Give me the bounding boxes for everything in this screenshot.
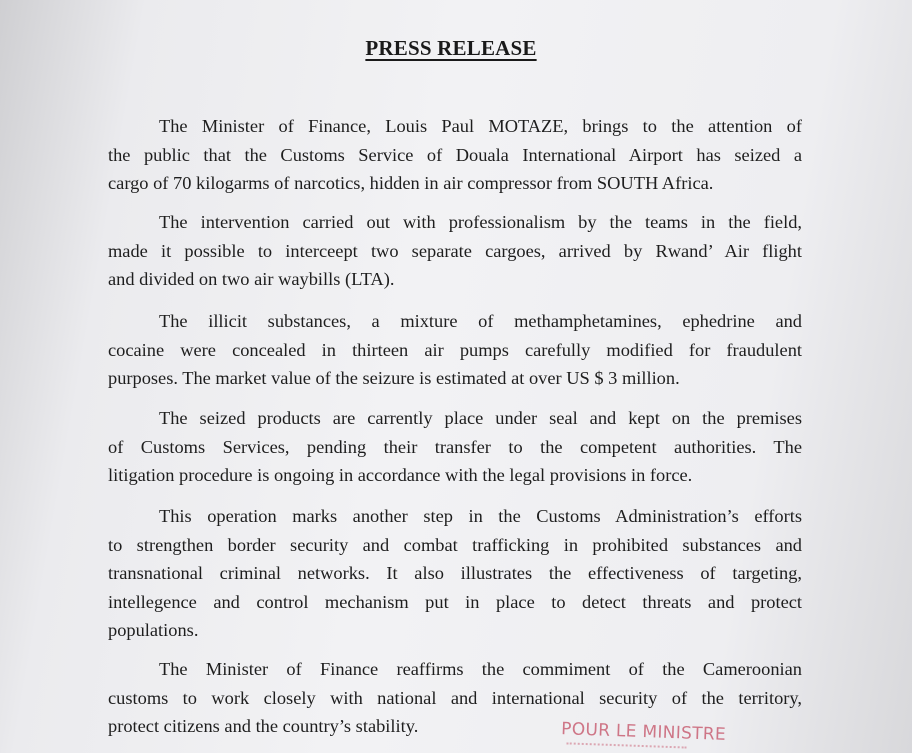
paragraph-line: made it possible to interceept two separate cargoes, arrived by Rwand’ Air flight [108,240,802,261]
stamp-text: POUR LE MINISTRE [560,719,727,745]
paragraph-1 [108,112,802,198]
stamp-subtext-mark [566,742,686,753]
paragraph-line: protect citizens and the country’s stability. [108,716,419,737]
paragraph-4 [108,404,802,490]
paragraph-line: The Minister of Finance reaffirms the commiment of the Cameroonian [159,659,802,679]
paragraph-line: This operation marks another step in the Customs Administration’s efforts [159,506,802,526]
paragraph-line: the public that the Customs Service of Douala International Airport has seized a [108,144,802,165]
paragraph-line: transnational criminal networks. It also illustrates the effectiveness of targeting, [108,563,802,584]
paragraph-line: The illicit substances, a mixture of methamphetamines, ephedrine and [159,311,802,331]
paragraph-line: populations. [108,620,199,641]
paragraph-3 [108,307,802,393]
paragraph-line: cocaine were concealed in thirteen air pumps carefully modified for fraudulent [108,339,802,360]
paragraph-line: cargo of 70 kilogarms of narcotics, hidden in air compressor from SOUTH Africa. [108,173,714,194]
paragraph-5 [108,502,802,645]
paragraph-line: The seized products are carrently place under seal and kept on the premises [159,408,802,428]
paragraph-line: customs to work closely with national and international security of the territory, [108,687,802,708]
paragraph-line: The intervention carried out with professionalism by the teams in the field, [159,212,802,232]
paragraph-line: of Customs Services, pending their transfer to the competent authorities. The [108,436,802,457]
paragraph-line: purposes. The market value of the seizure is estimated at over US $ 3 million. [108,368,680,389]
paragraph-2 [108,208,802,294]
paragraph-line: to strengthen border security and combat trafficking in prohibited substances and [108,534,802,555]
ministry-stamp [560,713,781,753]
paragraph-line: intellegence and control mechanism put in place to detect threats and protect [108,591,802,612]
press-release-title: PRESS RELEASE [365,36,537,60]
paragraph-line: and divided on two air waybills (LTA). [108,269,395,290]
paragraph-line: The Minister of Finance, Louis Paul MOTAZE, brings to the attention of [159,116,802,136]
paragraph-line: litigation procedure is ongoing in accordance with the legal provisions in force. [108,465,693,486]
